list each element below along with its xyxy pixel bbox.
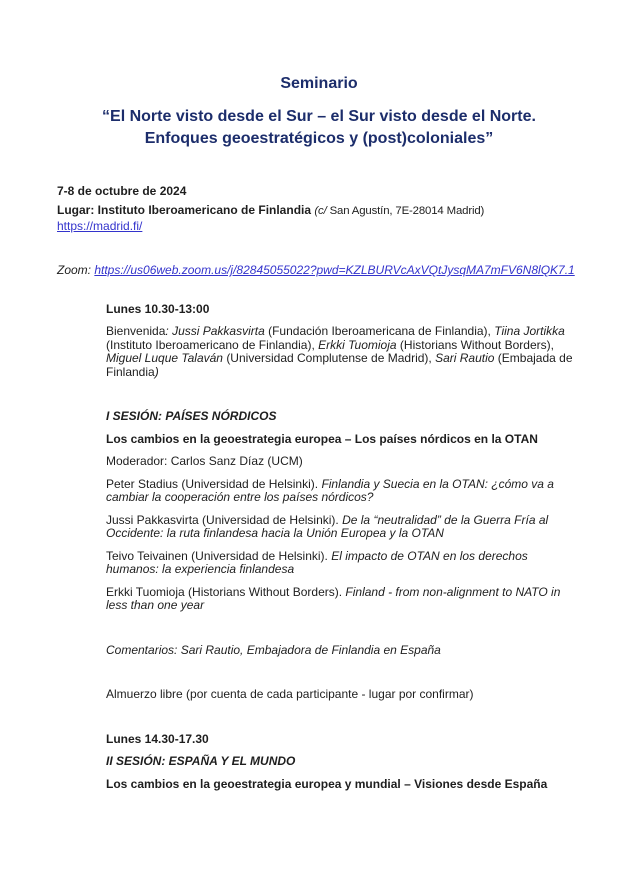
session1-moderator-text: Moderador: Carlos Sanz Díaz (UCM) (106, 454, 303, 468)
session1-time-text: Lunes 10.30-13:00 (106, 301, 210, 316)
welcome-text: (Instituto Iberoamericano de Finlandia), (106, 337, 319, 352)
talk-stadius-text: Peter Stadius (Universidad de Helsinki). (106, 476, 322, 491)
zoom-link[interactable]: https://us06web.zoom.us/j/82845055022?pwd=KZLBURVcAxVQtJysqMA7mFV6N8lQK7.1 (94, 263, 575, 277)
spacer-2 (57, 622, 581, 644)
venue-text: Lugar: Instituto Iberoamericano de Finlandia (57, 202, 315, 217)
seminar-subtitle-2 (57, 128, 581, 149)
welcome-text: Tiina Jortikka (494, 324, 565, 338)
talk-stadius (57, 478, 581, 505)
welcome-text: (Fundación Iberoamericana de Finlandia), (268, 324, 495, 338)
talk-teivainen-text: Teivo Teivainen (Universidad de Helsinki). (106, 548, 332, 563)
talk-tuomioja (57, 586, 581, 613)
talk-pakkasvirta-text: Jussi Pakkasvirta (Universidad de Helsinki). (106, 512, 343, 527)
talk-stadius-text: Finlandia y Suecia en la OTAN: ¿cómo va a cambiar la cooperación entre los países nórdicos? (106, 476, 554, 504)
zoom-line-text: Zoom: (57, 263, 95, 277)
talk-teivainen-text: El impacto de OTAN en los derechos humanos: la experiencia finlandesa (106, 548, 528, 576)
talk-tuomioja-text: Erkki Tuomioja (Historians Without Borders). (106, 584, 346, 599)
talk-teivainen (57, 550, 581, 577)
session2-topic (57, 778, 581, 792)
session1-topic (57, 433, 581, 447)
welcome-text: Miguel Luque Talaván (106, 351, 227, 365)
seminar-title (57, 73, 581, 94)
talk-pakkasvirta (57, 514, 581, 541)
welcome (57, 325, 581, 379)
session1-moderator (57, 455, 581, 469)
venue-text: San Agustín, 7E-28014 Madrid) (329, 204, 485, 217)
session2-time-text: Lunes 14.30-17.30 (106, 731, 209, 746)
seminar-title-text: Seminario (280, 75, 358, 92)
seminar-subtitle-1-text: “El Norte visto desde el Sur – el Sur visto desde el Norte. (102, 108, 536, 125)
welcome-text: ) (154, 364, 159, 379)
session2-heading (57, 755, 581, 769)
spacer-1 (57, 388, 581, 410)
welcome-text: Jussi Pakkasvirta (172, 324, 269, 338)
welcome-text: (Embajada de Finlandia (106, 351, 573, 379)
comments-text: Comentarios: Sari Rautio, Embajadora de Finlandia en España (106, 642, 441, 657)
welcome-text: Sari Rautio (435, 351, 498, 365)
session1-heading-text: I SESIÓN: PAÍSES NÓRDICOS (106, 409, 277, 423)
zoom-line (57, 264, 581, 278)
welcome-text: (Universidad Complutense de Madrid), (226, 351, 436, 365)
event-date-text: 7-8 de octubre de 2024 (57, 184, 187, 198)
welcome-text: Bienvenida (106, 324, 166, 338)
session2-heading-text: II SESIÓN: ESPAÑA Y EL MUNDO (106, 754, 296, 768)
welcome-text: (Historians Without Borders), (399, 337, 554, 352)
session1-topic-text: Los cambios en la geoestrategia europea – Los países nórdicos en la OTAN (106, 431, 538, 446)
session2-time (57, 733, 581, 747)
spacer-4 (57, 711, 581, 733)
talk-tuomioja-text: Finland - from non-alignment to NATO in less than one year (106, 584, 561, 612)
lunch (57, 688, 581, 702)
spacer-3 (57, 666, 581, 688)
session1-time (57, 303, 581, 317)
talk-pakkasvirta-text: De la “neutralidad” de la Guerra Fría al Occidente: la ruta finlandesa hacia la Unión Europea y la OTAN (106, 512, 549, 540)
madrid-link[interactable]: https://madrid.fi/ (57, 218, 143, 233)
event-date (57, 185, 581, 199)
venue-link (57, 220, 581, 234)
seminar-subtitle-1 (57, 106, 581, 127)
comments (57, 644, 581, 658)
venue-text: (c/ (314, 204, 330, 217)
venue (57, 202, 581, 219)
session1-heading (57, 410, 581, 424)
welcome-text: Erkki Tuomioja (318, 337, 400, 352)
seminar-subtitle-2-text: Enfoques geoestratégicos y (post)coloniales” (144, 130, 494, 147)
welcome-text: : (165, 324, 173, 338)
lunch-text: Almuerzo libre (por cuenta de cada participante - lugar por confirmar) (106, 687, 474, 701)
session2-topic-text: Los cambios en la geoestrategia europea y mundial – Visiones desde España (106, 776, 548, 791)
